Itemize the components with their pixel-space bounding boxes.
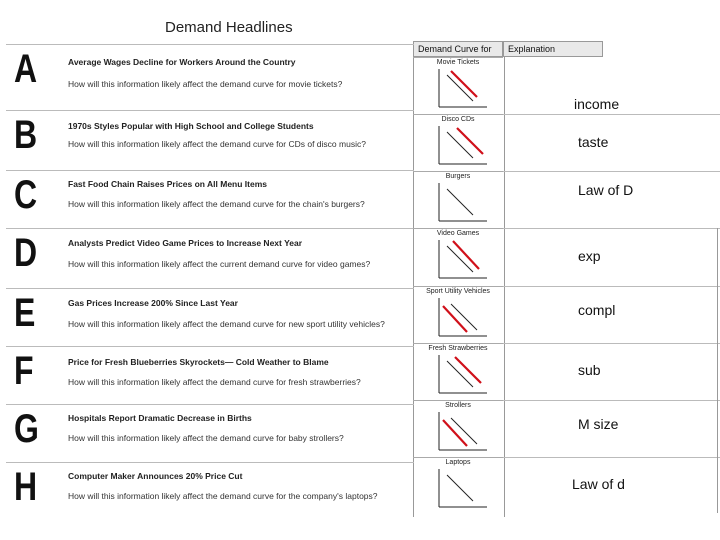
- row-letter: G: [14, 407, 39, 451]
- demand-graph-cell: [413, 286, 503, 343]
- demand-graph-icon: [433, 181, 489, 227]
- demand-graph-cell: [413, 171, 503, 228]
- answer-text: exp: [578, 248, 601, 264]
- explanation-divider: [503, 400, 720, 401]
- question-text: How will this information likely affect the demand curve for new sport utility vehicles?: [68, 319, 385, 329]
- headline-text: Fast Food Chain Raises Prices on All Menu Items: [68, 179, 268, 189]
- product-label: Burgers: [445, 173, 471, 180]
- question-text: How will this information likely affect the demand curve for CDs of disco music?: [68, 139, 366, 149]
- headline-row: [6, 228, 414, 287]
- row-letter: F: [14, 349, 34, 393]
- demand-graph-icon: [433, 410, 489, 456]
- product-label: Movie Tickets: [436, 59, 480, 66]
- question-text: How will this information likely affect the demand curve for the chain's burgers?: [68, 199, 365, 209]
- answer-text: income: [574, 96, 620, 112]
- demand-graph-icon: [433, 67, 489, 113]
- question-text: How will this information likely affect the demand curve for movie tickets?: [68, 79, 343, 89]
- product-label: Strollers: [445, 402, 471, 409]
- explanation-divider: [503, 457, 720, 458]
- answer-text: M size: [578, 416, 619, 432]
- demand-graph-cell: [413, 114, 503, 171]
- headline-text: Average Wages Decline for Workers Around the Country: [68, 57, 296, 67]
- headline-row: [6, 346, 414, 405]
- row-letter: B: [14, 113, 38, 157]
- product-label: Video Games: [436, 230, 480, 237]
- answer-text: taste: [578, 134, 609, 150]
- headline-text: Computer Maker Announces 20% Price Cut: [68, 471, 243, 481]
- product-label: Laptops: [445, 459, 471, 466]
- explanation-divider: [503, 171, 720, 172]
- answer-text: Law of D: [578, 182, 634, 198]
- answer-text: sub: [578, 362, 601, 378]
- headline-row: [6, 44, 414, 103]
- headline-row: [6, 404, 414, 463]
- product-label: Fresh Strawberries: [428, 345, 488, 352]
- row-letter: D: [14, 231, 38, 275]
- question-text: How will this information likely affect the demand curve for the company's laptops?: [68, 491, 378, 501]
- row-letter: A: [14, 47, 38, 91]
- demand-graph-icon: [433, 124, 489, 170]
- row-letter: E: [14, 291, 36, 335]
- headline-row: [6, 170, 414, 229]
- explanation-divider: [503, 114, 720, 115]
- question-text: How will this information likely affect the demand curve for baby strollers?: [68, 433, 344, 443]
- demand-graph-cell: [413, 228, 503, 285]
- demand-graph-cell: [413, 400, 503, 457]
- headline-text: Analysts Predict Video Game Prices to Increase Next Year: [68, 238, 303, 248]
- demand-graph-cell: [413, 343, 503, 400]
- demand-graph-cell: [413, 57, 503, 114]
- headline-row: [6, 462, 414, 521]
- headline-text: Price for Fresh Blueberries Skyrockets— Cold Weather to Blame: [68, 357, 329, 367]
- header-explanation: Explanation: [503, 41, 603, 57]
- product-label: Sport Utility Vehicles: [426, 288, 490, 295]
- answer-text: compl: [578, 302, 616, 318]
- header-demand-curve: Demand Curve for: [413, 41, 503, 57]
- headline-row: [6, 110, 414, 169]
- demand-graph-icon: [433, 467, 489, 513]
- headline-text: Hospitals Report Dramatic Decrease in Births: [68, 413, 252, 423]
- question-text: How will this information likely affect the demand curve for fresh strawberries?: [68, 377, 361, 387]
- explanation-divider: [503, 228, 720, 229]
- answer-text: Law of d: [572, 476, 625, 492]
- row-letter: H: [14, 465, 38, 509]
- page-title: Demand Headlines: [165, 19, 293, 36]
- explanation-divider: [503, 343, 720, 344]
- headline-text: 1970s Styles Popular with High School and College Students: [68, 121, 314, 131]
- row-letter: C: [14, 173, 38, 217]
- demand-graph-icon: [433, 296, 489, 342]
- question-text: How will this information likely affect the current demand curve for video games?: [68, 259, 371, 269]
- demand-graph-icon: [433, 238, 489, 284]
- headline-row: [6, 288, 414, 347]
- explanation-divider: [503, 286, 720, 287]
- table-right-border: [717, 228, 718, 513]
- headline-text: Gas Prices Increase 200% Since Last Year: [68, 298, 238, 308]
- product-label: Disco CDs: [441, 116, 475, 123]
- demand-graph-icon: [433, 353, 489, 399]
- demand-graph-cell: [413, 457, 503, 514]
